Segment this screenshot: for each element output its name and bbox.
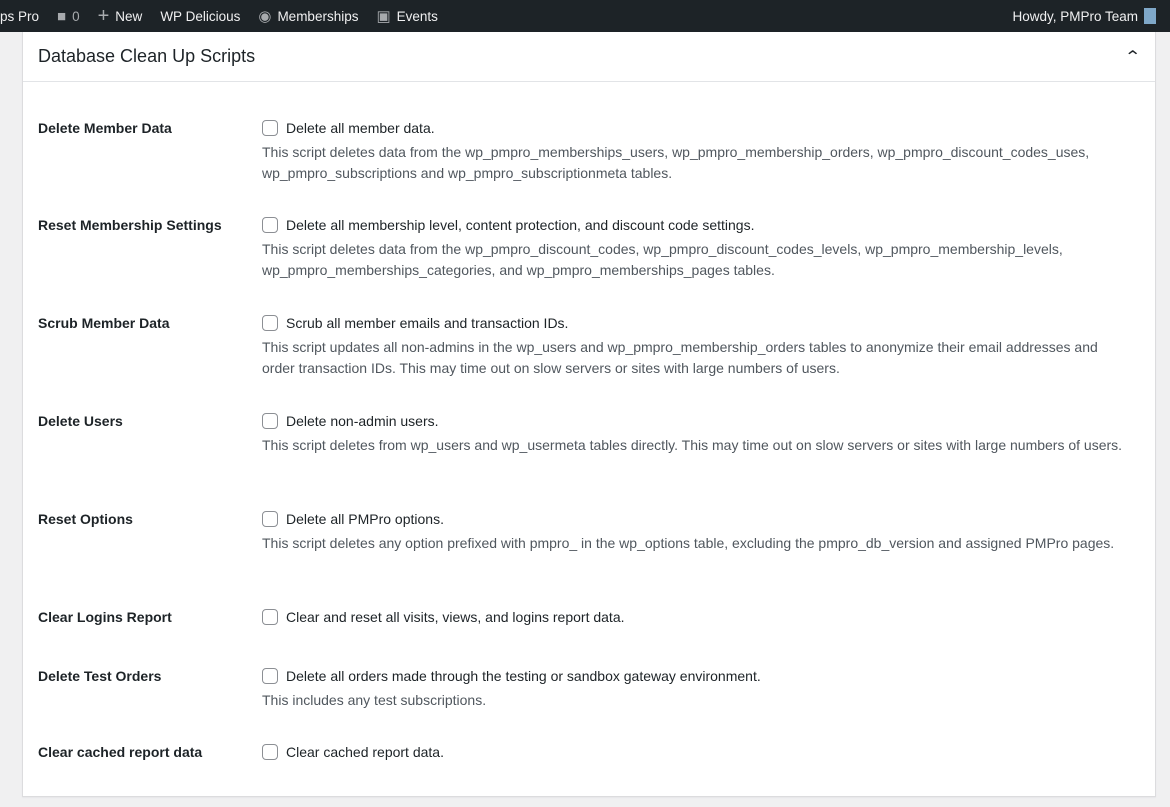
setting-description: This script deletes data from the wp_pmpro_discount_codes, wp_pmpro_discount_codes_levels, wp_pmpro_membership_levels, wp_pmpro_memberships_categories, and wp_pmpro_memberships_pages tables. xyxy=(262,241,1063,278)
checkbox-label: Clear cached report data. xyxy=(286,744,444,760)
setting-description: This includes any test subscriptions. xyxy=(262,692,487,708)
checkbox-option[interactable] xyxy=(262,510,1132,528)
checkbox-option[interactable] xyxy=(262,667,1132,685)
site-name-link[interactable] xyxy=(0,9,39,24)
setting-control xyxy=(262,216,1132,281)
new-link[interactable] xyxy=(98,5,143,28)
events-link[interactable] xyxy=(376,7,437,25)
checkbox[interactable] xyxy=(262,120,278,136)
checkbox[interactable] xyxy=(262,217,278,233)
setting-control xyxy=(262,510,1132,554)
setting-description: This script deletes data from the wp_pmpro_memberships_users, wp_pmpro_membership_orders, wp_pmpro_discount_codes_uses, wp_pmpro_subscriptions and wp_pmpro_subscriptionmeta tables. xyxy=(262,144,1090,181)
events-label: Events xyxy=(396,8,438,24)
checkbox-option[interactable] xyxy=(262,216,1132,234)
checkbox[interactable] xyxy=(262,668,278,684)
checkbox-label: Clear and reset all visits, views, and logins report data. xyxy=(286,609,625,625)
checkbox-option[interactable] xyxy=(262,314,1132,332)
new-label: New xyxy=(115,8,143,24)
checkbox[interactable] xyxy=(262,413,278,429)
setting-description: This script deletes any option prefixed with pmpro_ in the wp_options table, excluding the pmpro_db_version and assigned PMPro pages. xyxy=(262,535,1115,551)
wp-delicious-label: WP Delicious xyxy=(160,8,241,24)
comment-icon: ■ xyxy=(57,7,67,25)
checkbox[interactable] xyxy=(262,609,278,625)
users-icon: ◉ xyxy=(258,8,272,25)
memberships-label: Memberships xyxy=(277,8,359,24)
howdy-label: Howdy, PMPro Team xyxy=(1012,8,1138,24)
checkbox[interactable] xyxy=(262,511,278,527)
checkbox[interactable] xyxy=(262,744,278,760)
memberships-link[interactable] xyxy=(258,7,358,25)
checkbox-option[interactable] xyxy=(262,119,1132,137)
site-name: ps Pro xyxy=(0,8,40,24)
setting-label: Delete Member Data xyxy=(38,120,172,136)
comments-link[interactable] xyxy=(57,8,80,25)
setting-description: This script deletes from wp_users and wp_usermeta tables directly. This may time out on slow servers or sites with large numbers of users. xyxy=(262,437,1123,453)
setting-label: Scrub Member Data xyxy=(38,315,170,331)
checkbox-label: Delete all PMPro options. xyxy=(286,511,444,527)
checkbox[interactable] xyxy=(262,315,278,331)
checkbox-label: Delete all member data. xyxy=(286,120,435,136)
checkbox-option[interactable] xyxy=(262,608,1132,626)
setting-label: Clear Logins Report xyxy=(38,609,172,625)
wp-delicious-link[interactable] xyxy=(160,9,240,24)
setting-control xyxy=(262,119,1132,184)
checkbox-label: Delete all orders made through the testing or sandbox gateway environment. xyxy=(286,668,761,684)
setting-label: Delete Test Orders xyxy=(38,668,162,684)
setting-description: This script updates all non-admins in the wp_users and wp_pmpro_membership_orders tables to anonymize their email addresses and order transaction IDs. This may time out on slow servers or sites with large numbers of users. xyxy=(262,339,1098,376)
panel-header[interactable] xyxy=(23,32,1155,82)
setting-label: Clear cached report data xyxy=(38,744,203,760)
admin-bar xyxy=(0,0,1170,32)
checkbox-option[interactable] xyxy=(262,412,1132,430)
comment-count: 0 xyxy=(72,8,80,24)
setting-label: Delete Users xyxy=(38,413,123,429)
setting-control xyxy=(262,608,1132,626)
setting-label: Reset Membership Settings xyxy=(38,217,222,233)
chevron-up-icon[interactable]: ⌃ xyxy=(1123,48,1142,66)
setting-control xyxy=(262,314,1132,379)
setting-control xyxy=(262,412,1132,456)
checkbox-label: Scrub all member emails and transaction IDs. xyxy=(286,315,569,331)
setting-label: Reset Options xyxy=(38,511,133,527)
setting-control xyxy=(262,667,1132,711)
calendar-icon: ▣ xyxy=(376,8,391,25)
checkbox-label: Delete non-admin users. xyxy=(286,413,439,429)
checkbox-label: Delete all membership level, content protection, and discount code settings. xyxy=(286,217,755,233)
account-menu[interactable] xyxy=(1012,0,1156,32)
avatar xyxy=(1144,8,1156,24)
cleanup-panel xyxy=(22,32,1156,797)
checkbox-option[interactable] xyxy=(262,743,1132,761)
setting-control xyxy=(262,743,1132,761)
plus-icon: + xyxy=(97,4,110,27)
panel-title: Database Clean Up Scripts xyxy=(38,46,256,66)
